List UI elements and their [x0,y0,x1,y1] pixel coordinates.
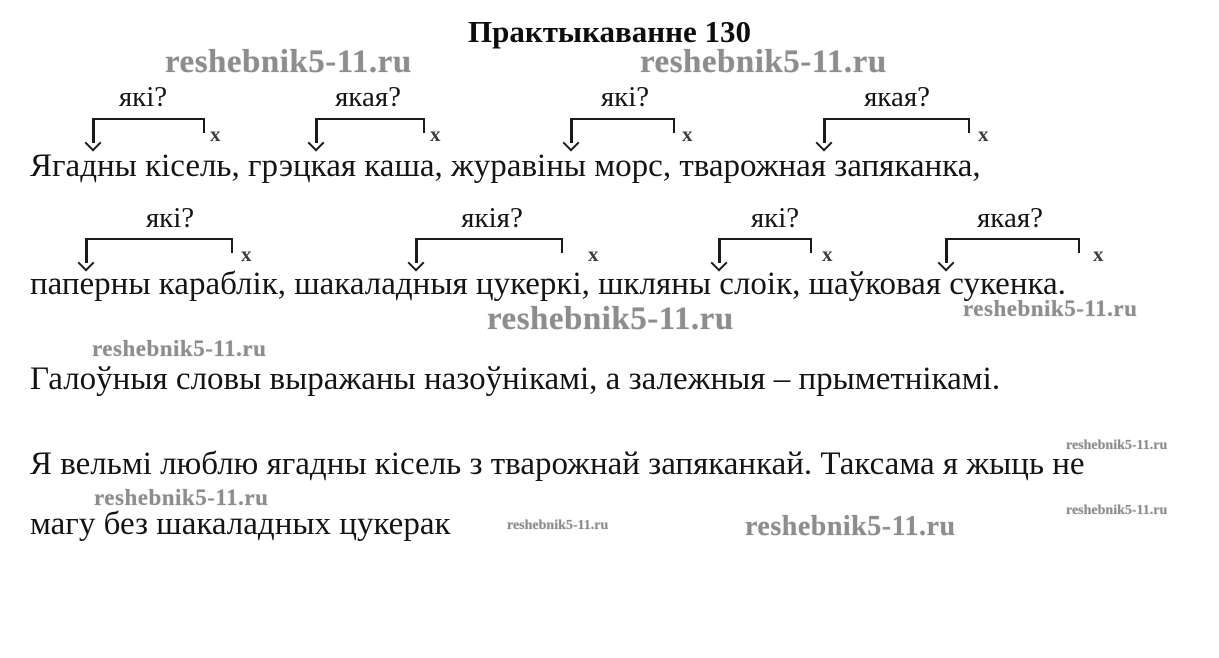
head-word-marker: x [241,242,252,266]
watermark: reshebnik5-11.ru [507,518,609,533]
watermark: reshebnik5-11.ru [640,44,887,80]
watermark: reshebnik5-11.ru [92,336,267,361]
bracket-tick [203,119,206,133]
answer-sentence-line-2: магу без шакаладных цукерак [30,506,451,542]
head-word-marker: x [682,122,693,146]
head-word-marker: x [822,242,833,266]
phrase-line-1: Ягадны кісель, грэцкая каша, журавіны морс, тварожная запяканка, [30,148,981,184]
watermark: reshebnik5-11.ru [963,296,1138,321]
question-label: якія? [461,202,523,234]
question-label: якая? [863,81,931,113]
answer-sentence-line-1: Я вельмі люблю ягадны кісель з тварожнай запяканкай. Таксама я жыць не [30,446,1085,482]
question-label: які? [118,81,168,113]
dependency-bracket [92,118,205,150]
question-label: якая? [334,81,402,113]
dependency-bracket [570,118,675,150]
head-word-marker: x [430,122,441,146]
bracket-tick [423,119,426,133]
bracket-tick [968,119,971,133]
bracket-tick [673,119,676,133]
bracket-tick [231,239,234,253]
question-label: які? [145,202,195,234]
question-label: якая? [976,202,1044,234]
watermark: reshebnik5-11.ru [745,511,956,542]
head-word-marker: x [1093,242,1104,266]
head-word-marker: x [978,122,989,146]
head-word-marker: x [588,242,599,266]
watermark: reshebnik5-11.ru [487,301,734,337]
watermark: reshebnik5-11.ru [94,485,269,510]
question-label: які? [600,81,650,113]
watermark: reshebnik5-11.ru [1066,503,1168,518]
bracket-tick [561,239,564,253]
question-label: які? [750,202,800,234]
phrase-line-2: паперны караблік, шакаладныя цукеркі, шкляны слоік, шаўковая сукенка. [30,266,1066,302]
exercise-title: Практыкаванне 130 [467,14,751,49]
dependency-bracket [823,118,970,150]
watermark: reshebnik5-11.ru [165,44,412,80]
conclusion-sentence: Галоўныя словы выражаны назоўнікамі, а залежныя – прыметнікамі. [30,361,1001,397]
head-word-marker: x [210,122,221,146]
dependency-bracket [315,118,425,150]
bracket-tick [810,239,813,253]
watermark: reshebnik5-11.ru [1066,438,1168,453]
bracket-tick [1078,239,1081,253]
